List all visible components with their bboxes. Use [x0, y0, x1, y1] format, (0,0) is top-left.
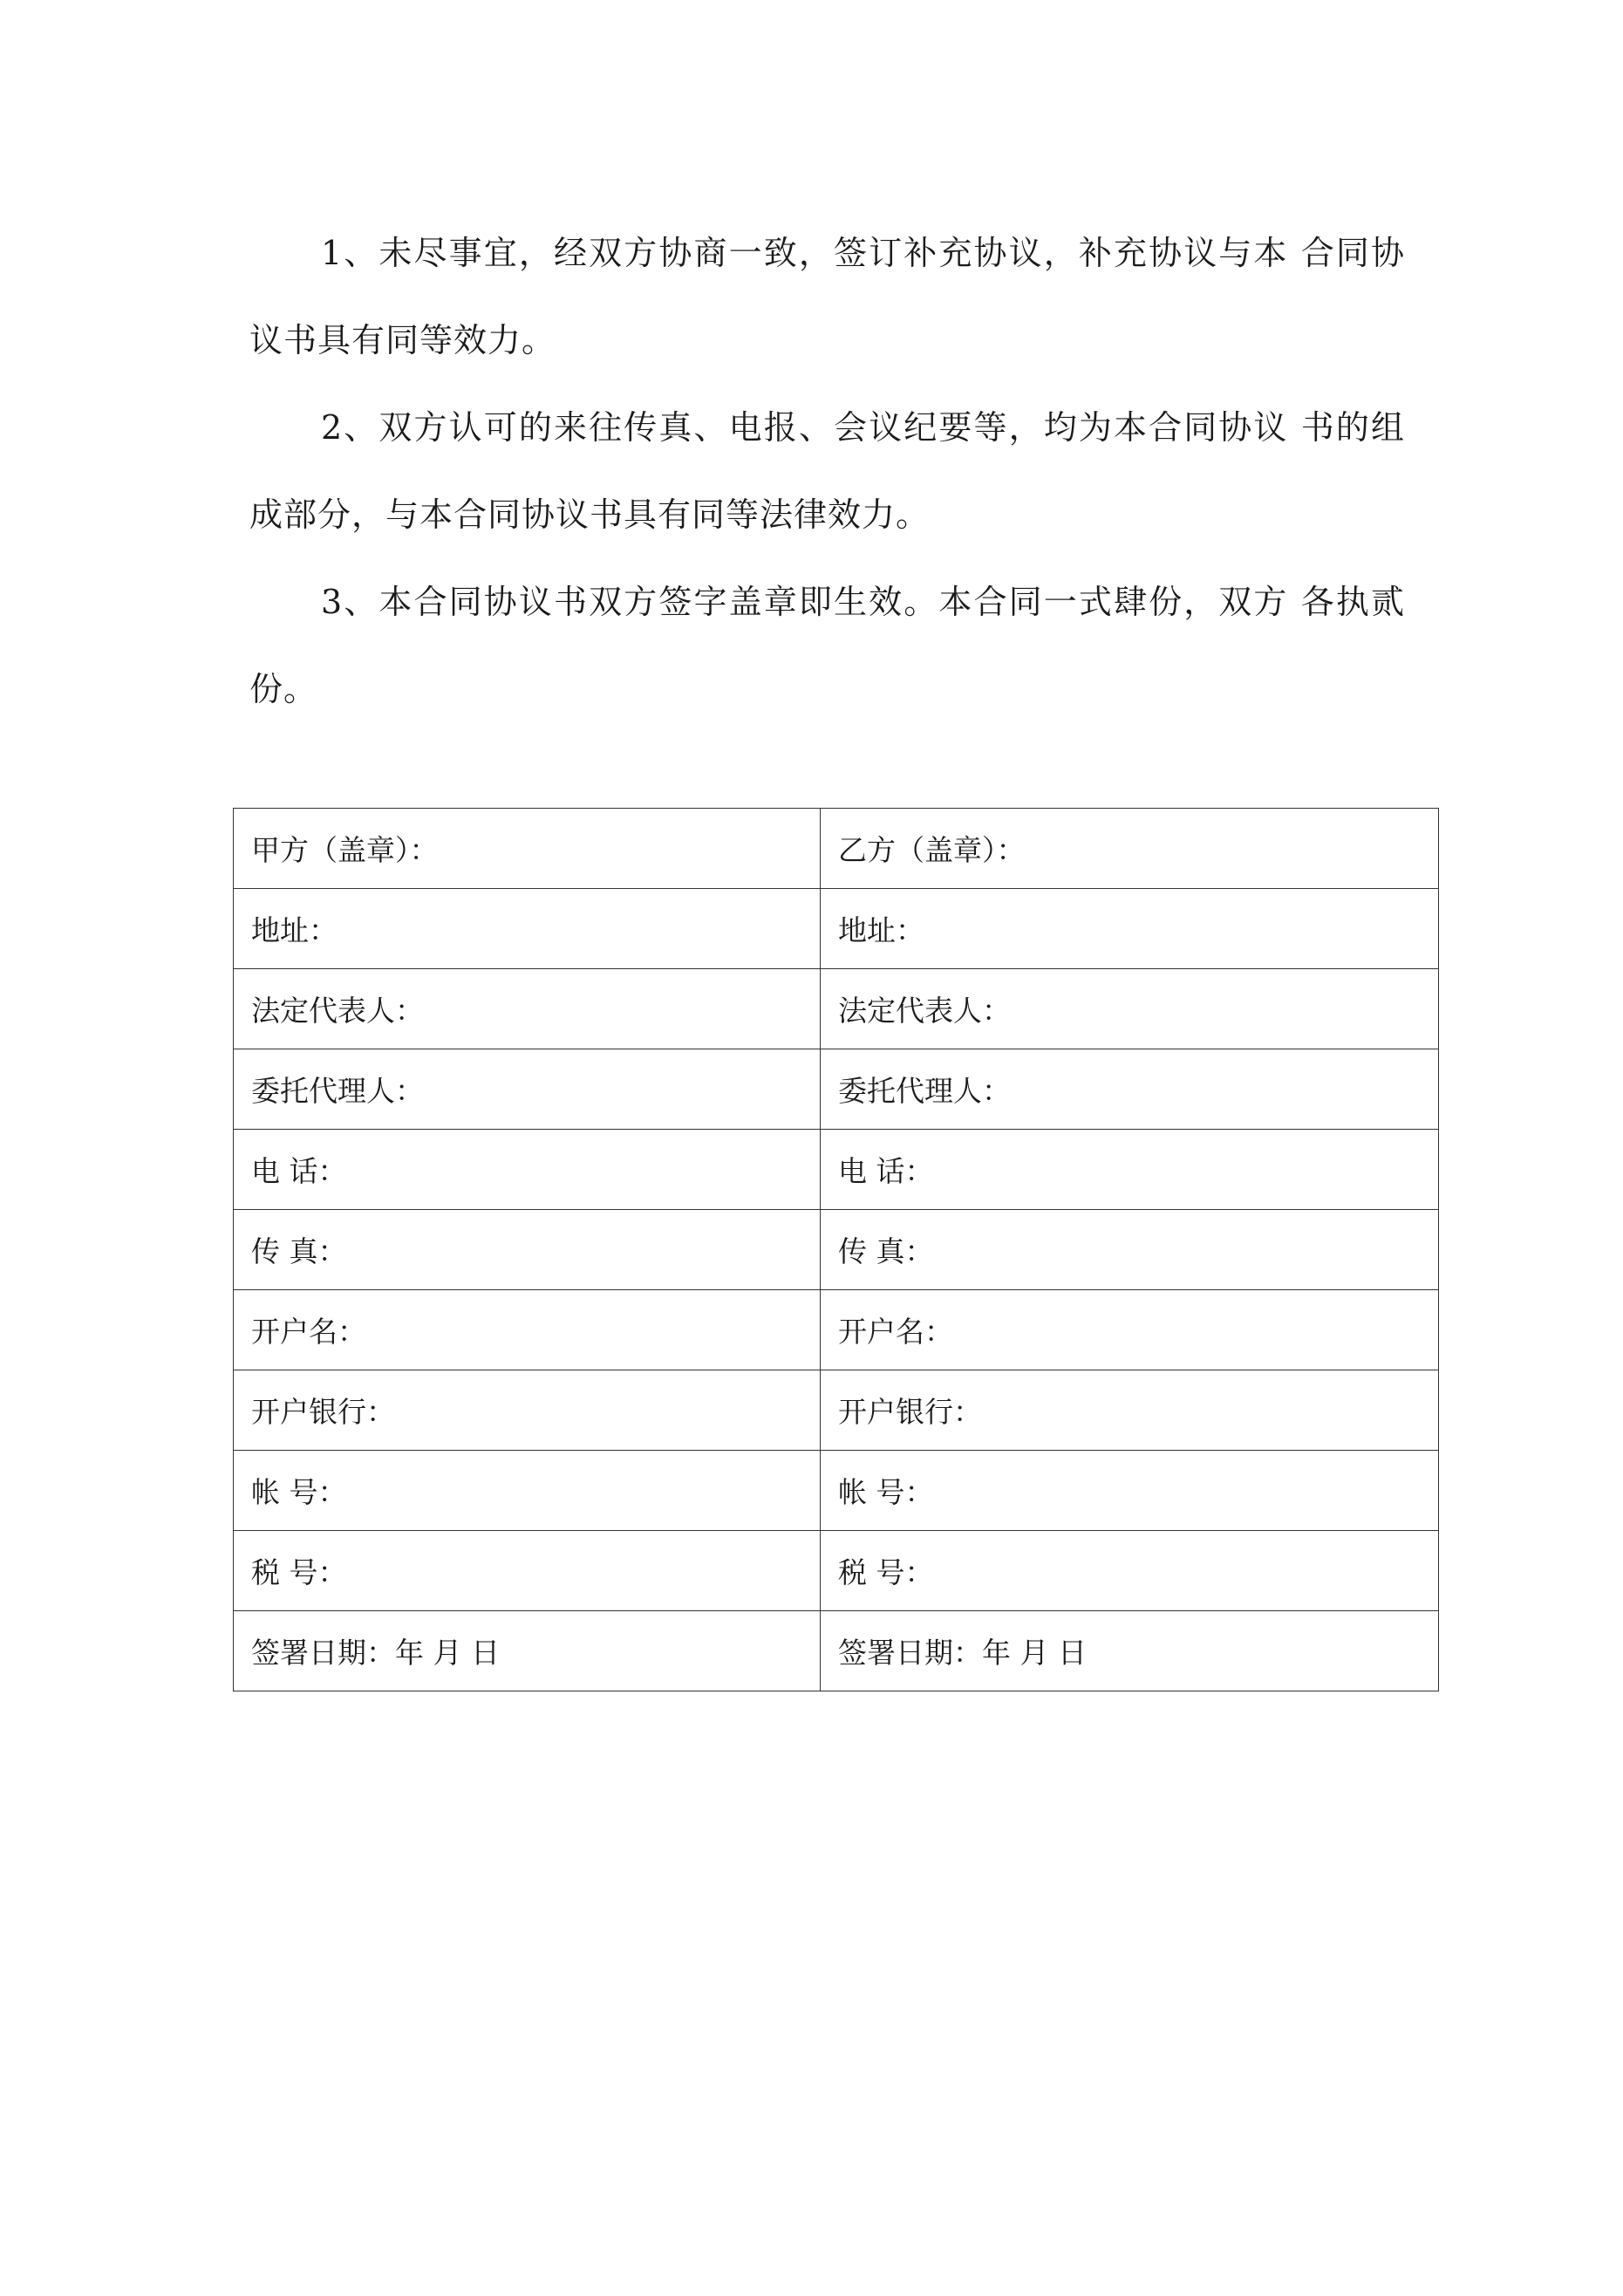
table-row	[234, 809, 1439, 889]
party-b-bank: 开户银行：	[821, 1370, 1439, 1451]
table-row	[234, 1531, 1439, 1611]
party-b-legal-rep: 法定代表人：	[821, 969, 1439, 1049]
party-b-sign-date: 签署日期：年 月 日	[821, 1611, 1439, 1691]
clause-2: 2、双方认可的来往传真、电报、会议纪要等，均为本合同协议 书的组成部分，与本合同协议书具有同等法律效力。	[249, 408, 1405, 534]
party-a-legal-rep: 法定代表人：	[234, 969, 821, 1049]
party-a-address: 地址：	[234, 889, 821, 969]
party-a-phone: 电 话：	[234, 1130, 821, 1210]
party-a-sign-date: 签署日期：年 月 日	[234, 1611, 821, 1691]
party-b-seal: 乙方（盖章）：	[821, 809, 1439, 889]
table-row	[234, 969, 1439, 1049]
table-row	[234, 1290, 1439, 1370]
party-a-tax-id: 税 号：	[234, 1531, 821, 1611]
table-row	[234, 1451, 1439, 1531]
contract-clauses	[249, 209, 1405, 733]
signature-table	[233, 808, 1439, 1691]
party-b-account-name: 开户名：	[821, 1290, 1439, 1370]
table-row	[234, 1611, 1439, 1691]
party-b-phone: 电 话：	[821, 1130, 1439, 1210]
party-a-fax: 传 真：	[234, 1210, 821, 1290]
party-a-seal: 甲方（盖章）：	[234, 809, 821, 889]
party-b-agent: 委托代理人：	[821, 1049, 1439, 1130]
table-row	[234, 1130, 1439, 1210]
table-row	[234, 1210, 1439, 1290]
table-row	[234, 1370, 1439, 1451]
party-b-account-number: 帐 号：	[821, 1451, 1439, 1531]
party-a-account-name: 开户名：	[234, 1290, 821, 1370]
party-a-account-number: 帐 号：	[234, 1451, 821, 1531]
party-a-agent: 委托代理人：	[234, 1049, 821, 1130]
party-b-address: 地址：	[821, 889, 1439, 969]
party-a-bank: 开户银行：	[234, 1370, 821, 1451]
table-row	[234, 889, 1439, 969]
party-b-tax-id: 税 号：	[821, 1531, 1439, 1611]
table-row	[234, 1049, 1439, 1130]
clause-1: 1、未尽事宜，经双方协商一致，签订补充协议，补充协议与本 合同协议书具有同等效力。	[249, 234, 1405, 359]
party-b-fax: 传 真：	[821, 1210, 1439, 1290]
clause-3: 3、本合同协议书双方签字盖章即生效。本合同一式肆份，双方 各执贰份。	[249, 583, 1405, 708]
